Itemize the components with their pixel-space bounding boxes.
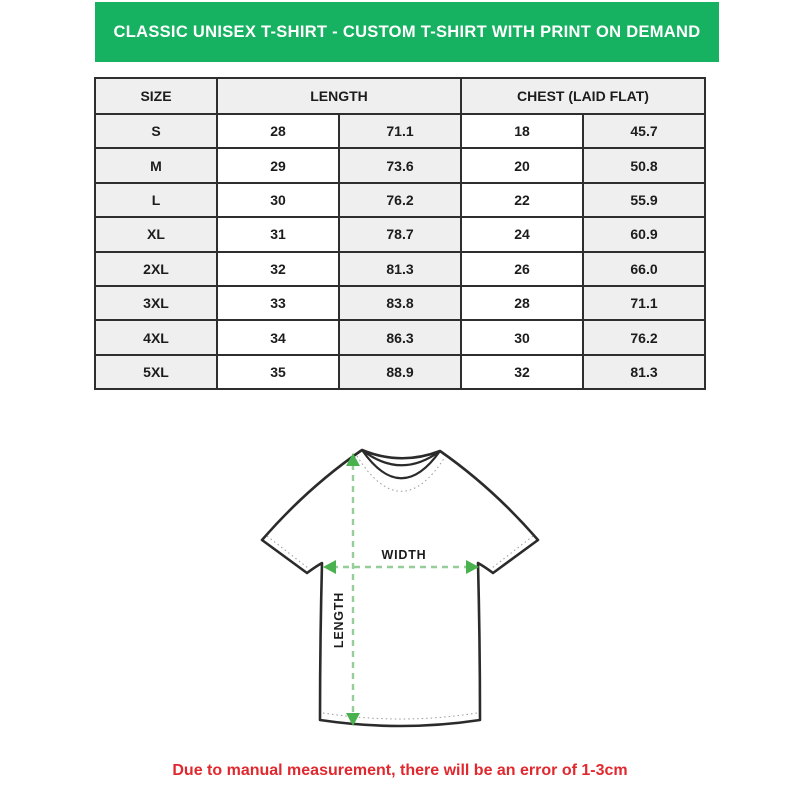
chest-in-cell: 32 xyxy=(461,355,583,389)
size-cell: 5XL xyxy=(95,355,217,389)
size-cell: 4XL xyxy=(95,320,217,354)
tshirt-measurement-diagram xyxy=(240,430,560,750)
length-cm-cell: 71.1 xyxy=(339,114,461,148)
chest-cm-cell: 71.1 xyxy=(583,286,705,320)
size-cell: 2XL xyxy=(95,252,217,286)
chest-cm-cell: 76.2 xyxy=(583,320,705,354)
size-cell: 3XL xyxy=(95,286,217,320)
length-in-cell: 34 xyxy=(217,320,339,354)
column-header-chest: CHEST (LAID FLAT) xyxy=(461,78,705,114)
table-row xyxy=(95,114,705,148)
length-in-cell: 32 xyxy=(217,252,339,286)
table-row xyxy=(95,217,705,251)
note-text: Due to manual measurement, there will be an error of 1-3cm xyxy=(172,762,628,779)
table-row xyxy=(95,320,705,354)
chest-cm-cell: 50.8 xyxy=(583,148,705,182)
length-in-cell: 35 xyxy=(217,355,339,389)
width-label: WIDTH xyxy=(381,548,427,562)
chest-cm-cell: 66.0 xyxy=(583,252,705,286)
length-cm-cell: 88.9 xyxy=(339,355,461,389)
page-title: CLASSIC UNISEX T-SHIRT - CUSTOM T-SHIRT WITH PRINT ON DEMAND xyxy=(113,22,701,41)
size-cell: M xyxy=(95,148,217,182)
chest-in-cell: 30 xyxy=(461,320,583,354)
header-banner xyxy=(95,2,719,62)
chest-cm-cell: 81.3 xyxy=(583,355,705,389)
size-chart-table xyxy=(94,77,706,390)
table-row xyxy=(95,355,705,389)
size-cell: S xyxy=(95,114,217,148)
length-cm-cell: 86.3 xyxy=(339,320,461,354)
length-in-cell: 30 xyxy=(217,183,339,217)
length-cm-cell: 76.2 xyxy=(339,183,461,217)
chest-in-cell: 26 xyxy=(461,252,583,286)
chest-cm-cell: 60.9 xyxy=(583,217,705,251)
table-row xyxy=(95,252,705,286)
measurement-error-note xyxy=(0,753,800,789)
length-in-cell: 31 xyxy=(217,217,339,251)
chest-cm-cell: 45.7 xyxy=(583,114,705,148)
length-in-cell: 29 xyxy=(217,148,339,182)
chest-in-cell: 24 xyxy=(461,217,583,251)
column-header-length: LENGTH xyxy=(217,78,461,114)
size-cell: XL xyxy=(95,217,217,251)
table-row xyxy=(95,148,705,182)
chest-in-cell: 28 xyxy=(461,286,583,320)
chest-in-cell: 22 xyxy=(461,183,583,217)
tshirt-outline-icon xyxy=(262,450,538,726)
length-cm-cell: 73.6 xyxy=(339,148,461,182)
size-cell: L xyxy=(95,183,217,217)
length-cm-cell: 83.8 xyxy=(339,286,461,320)
table-row xyxy=(95,183,705,217)
chest-in-cell: 20 xyxy=(461,148,583,182)
length-label: LENGTH xyxy=(332,591,346,649)
table-row xyxy=(95,286,705,320)
length-in-cell: 33 xyxy=(217,286,339,320)
column-header-size: SIZE xyxy=(95,78,217,114)
chest-in-cell: 18 xyxy=(461,114,583,148)
length-cm-cell: 81.3 xyxy=(339,252,461,286)
chest-cm-cell: 55.9 xyxy=(583,183,705,217)
table-header-row xyxy=(95,78,705,114)
length-cm-cell: 78.7 xyxy=(339,217,461,251)
length-in-cell: 28 xyxy=(217,114,339,148)
